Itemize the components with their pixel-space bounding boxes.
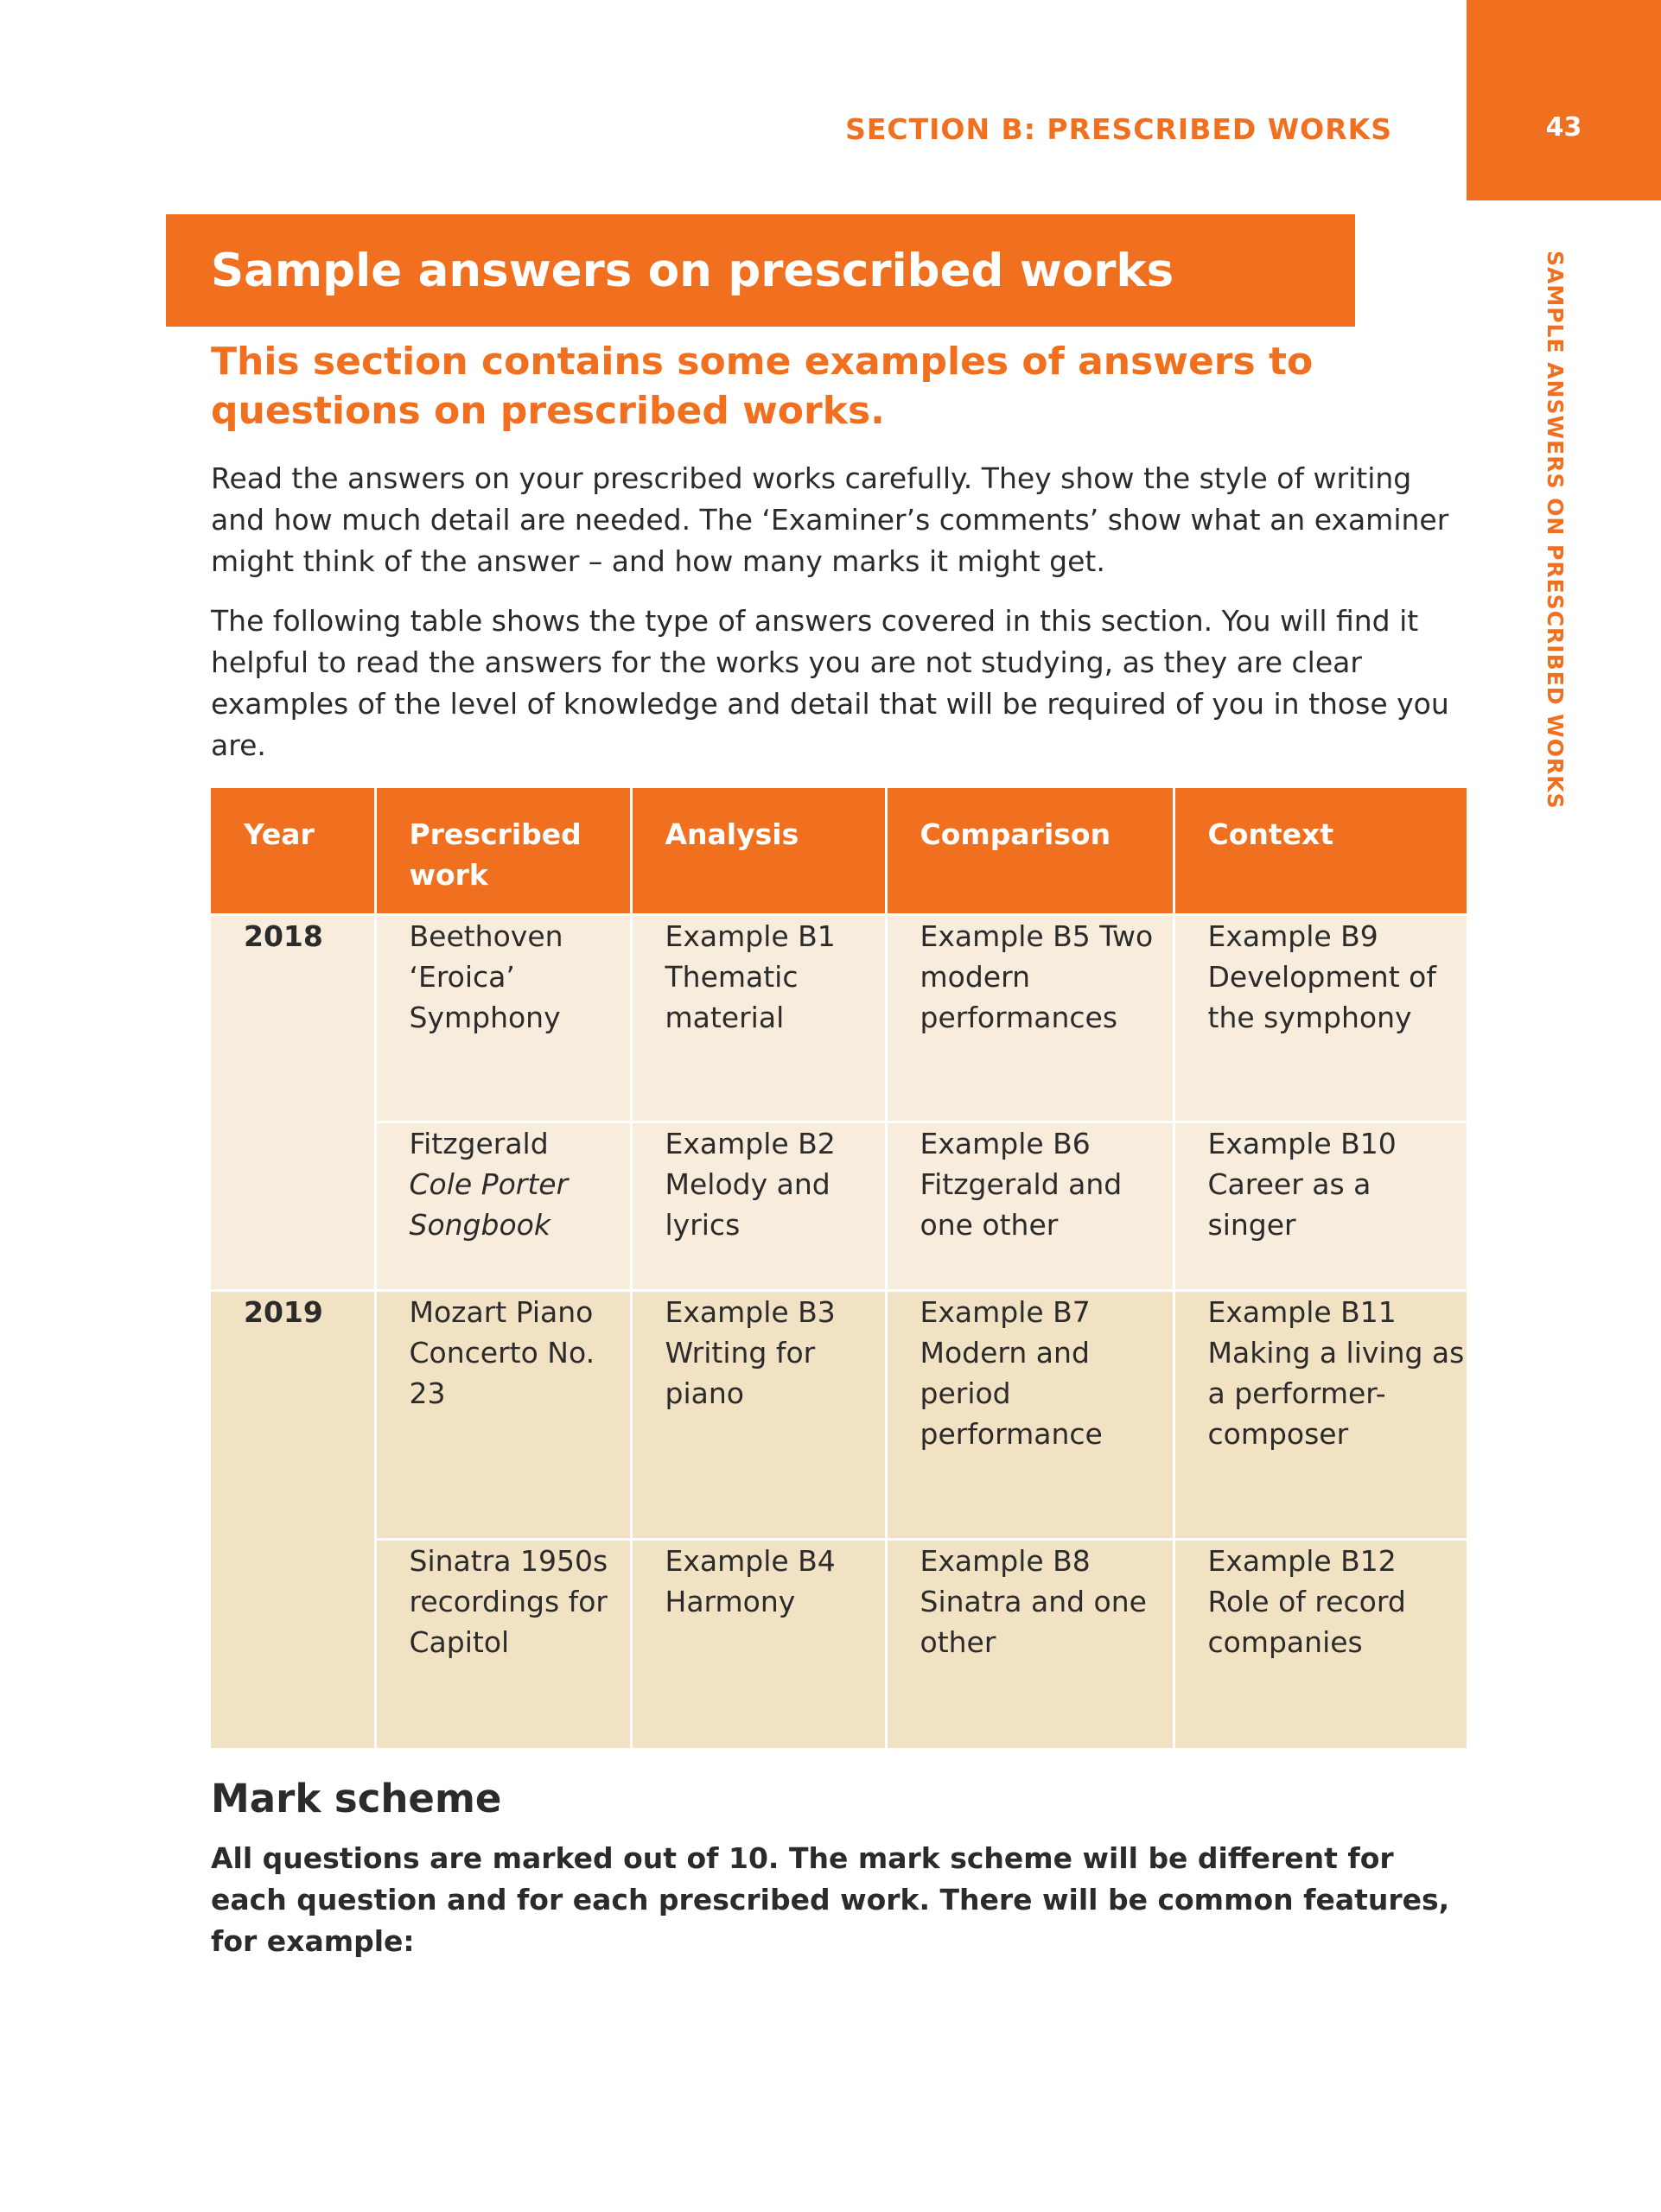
page-number: 43 <box>1545 112 1582 143</box>
work-title: Cole Porter Songbook <box>409 1166 569 1242</box>
header-comparison: Comparison <box>886 788 1174 914</box>
table-row <box>211 1122 1467 1290</box>
context-cell: Example B9 Development of the symphony <box>1174 914 1467 1122</box>
header-context: Context <box>1174 788 1467 914</box>
table-row <box>211 914 1467 1122</box>
comparison-cell: Example B8 Sinatra and one other <box>886 1539 1174 1748</box>
analysis-cell: Example B2 Melody and lyrics <box>631 1122 886 1290</box>
intro-heading: This section contains some examples of answers to questions on prescribed works. <box>211 340 1314 433</box>
mark-scheme-text: All questions are marked out of 10. The mark scheme will be different for each question and for each prescribed work. There will be common features, for example: <box>211 1841 1450 1958</box>
work-cell: Beethoven ‘Eroica’ Symphony <box>375 914 631 1122</box>
running-head: SECTION B: PRESCRIBED WORKS <box>845 112 1392 146</box>
comparison-cell: Example B5 Two modern performances <box>886 914 1174 1122</box>
table-row <box>211 1539 1467 1748</box>
header-year: Year <box>211 788 375 914</box>
year-cell: 2018 <box>211 914 375 1290</box>
work-cell: Sinatra 1950s recordings for Capitol <box>375 1539 631 1748</box>
comparison-cell: Example B7 Modern and period performance <box>886 1290 1174 1539</box>
analysis-cell: Example B1 Thematic material <box>631 914 886 1122</box>
page-number-tab <box>1467 0 1661 200</box>
context-cell: Example B11 Making a living as a performer-composer <box>1174 1290 1467 1539</box>
paragraph-1: Read the answers on your prescribed works carefully. They show the style of writing and how much detail are needed. The ‘Examiner’s comments’ show what an examiner might think of the answer – and how many marks it might get. <box>211 461 1449 578</box>
year-cell: 2019 <box>211 1290 375 1748</box>
header-prescribed-work: Prescribed work <box>375 788 631 914</box>
side-running-title: SAMPLE ANSWERS ON PRESCRIBED WORKS <box>1543 251 1568 810</box>
title-banner <box>166 214 1355 327</box>
comparison-cell: Example B6 Fitzgerald and one other <box>886 1122 1174 1290</box>
context-cell: Example B10 Career as a singer <box>1174 1122 1467 1290</box>
prescribed-works-table <box>211 788 1467 1748</box>
analysis-cell: Example B3 Writing for piano <box>631 1290 886 1539</box>
paragraph-2: The following table shows the type of answers covered in this section. You will find it helpful to read the answers for the works you are not studying, as they are clear examples of the level of knowledge and detail that will be required of you in those you are. <box>211 604 1449 762</box>
header-analysis: Analysis <box>631 788 886 914</box>
work-cell: Mozart Piano Concerto No. 23 <box>375 1290 631 1539</box>
work-cell <box>375 1122 631 1290</box>
work-name: Fitzgerald <box>409 1126 549 1160</box>
table-row <box>211 1290 1467 1539</box>
page-title: Sample answers on prescribed works <box>211 244 1174 297</box>
context-cell: Example B12 Role of record companies <box>1174 1539 1467 1748</box>
analysis-cell: Example B4 Harmony <box>631 1539 886 1748</box>
table-header-row <box>211 788 1467 914</box>
mark-scheme-heading: Mark scheme <box>211 1776 502 1821</box>
